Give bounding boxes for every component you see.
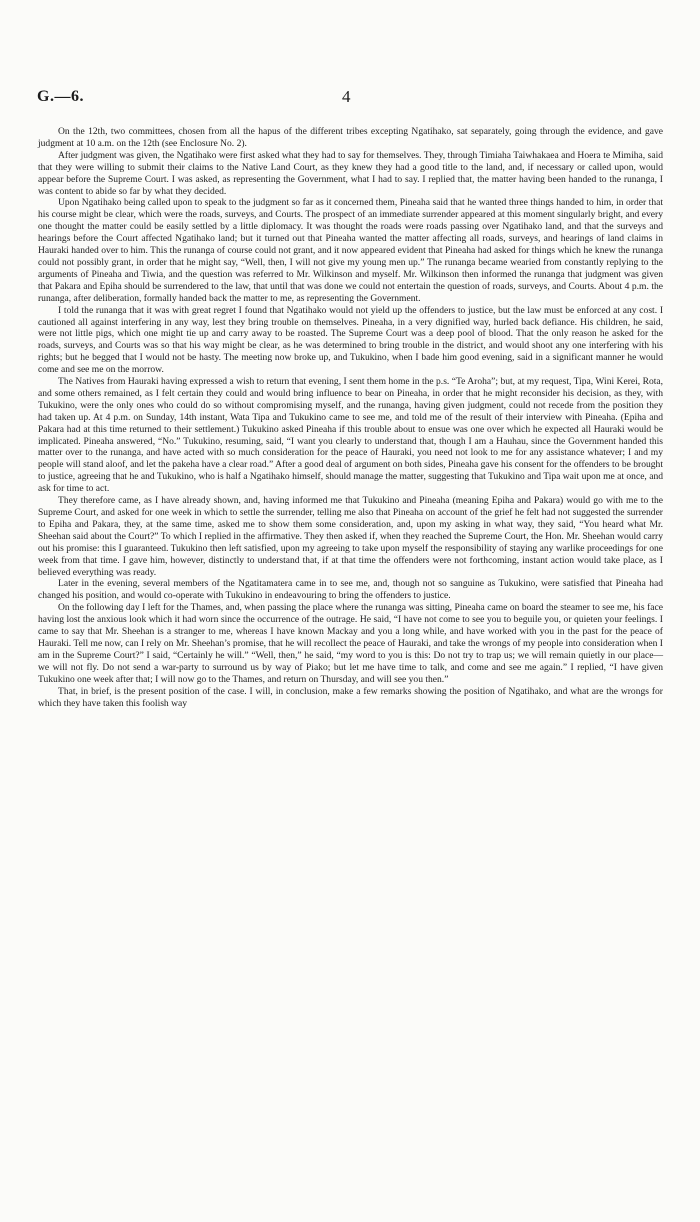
paragraph: They therefore came, as I have already shown, and, having informed me that Tukukino and Pineaha (meaning Epiha and Pakara) would go with me to the Supreme Court, and asked for one week in which to settle the surrender, telling me also that Pineaha on account of the grief he felt had not suggested the surrender to Epiha and Pakara, they, at the same time, asked me to show them some consideration, and, upon my asking in what way, they said, “You heard what Mr. Sheehan said about the Court?” To which I replied in the affirmative. They then asked if, when they reached the Supreme Court, the Hon. Mr. Sheehan would carry out his promise: this I guaranteed. Tukukino then left satisfied, upon my agreeing to take upon myself the responsibility of staying any warlike proceedings for one week from that time. I gave him, however, distinctly to understand that, if at that time the offenders were not forthcoming, instant action would take place, as I believed everything was ready. bbox=[38, 495, 663, 578]
page-header bbox=[37, 88, 663, 108]
paragraph: On the 12th, two committees, chosen from all the hapus of the different tribes excepting Ngatihako, sat separately, going through the evidence, and gave judgment at 10 a.m. on the 12th (see Enclosure No. 2). bbox=[38, 126, 663, 149]
page-number: 4 bbox=[342, 87, 351, 106]
paragraph: On the following day I left for the Thames, and, when passing the place where the runanga was sitting, Pineaha came on board the steamer to see me, his face having lost the anxious look which it had worn since the occurrence of the outrage. He said, “I have not come to see you to beguile you, or quieten your feelings. I came to say that Mr. Sheehan is a stranger to me, whereas I have known Mackay and you a long while, and have worked with you in the past for the peace of Hauraki. Tell me now, can I rely on Mr. Sheehan’s promise, that he will recollect the peace of Hauraki, and take the wrongs of my people into consideration when I am in the Supreme Court?” I said, “Certainly he will.” “Well, then,” he said, “my word to you is this: Do not try to trap us; we will remain quietly in our place—we will not fly. Do not send a war-party to surround us by way of Piako; but let me have time to talk, and come and see me again.” I replied, “I have given Tukukino one week after that; I will now go to the Thames, and return on Thursday, and will see you then.” bbox=[38, 602, 663, 685]
body-text bbox=[38, 126, 663, 709]
document-reference: G.—6. bbox=[37, 88, 84, 105]
paragraph: I told the runanga that it was with great regret I found that Ngatihako would not yield up the offenders to justice, but the law must be enforced at any cost. I cautioned all against interfering in any way, lest they bring trouble on themselves. Pineaha, in a very dignified way, hurled back defiance. His children, he said, were not little pigs, which one might tie up and carry away to be roasted. The Supreme Court was a deep pool of blood. That the only reason he asked for the roads, surveys, and Courts was so that his way might be clear, as he was determined to bring trouble in the district, and would shoot any one interfering with his rights; but he begged that I would not be hasty. The meeting now broke up, and Tukukino, when I bade him good evening, said in a significant manner he would come and see me on the morrow. bbox=[38, 304, 663, 376]
paragraph: After judgment was given, the Ngatihako were first asked what they had to say for themselves. They, through Timiaha Taiwhakaea and Hoera te Mimiha, said that they were willing to submit their claims to the Native Land Court, as they knew they had a good title to the land, and, if necessary or called upon, would appear before the Supreme Court. I was asked, as representing the Government, what I had to say. I replied that, the matter having been handed to the runanga, I was content to abide so far by what they decided. bbox=[38, 149, 663, 197]
paragraph: Upon Ngatihako being called upon to speak to the judgment so far as it concerned them, Pineaha said that he wanted three things handed to him, in order that his course might be clear, which were the roads, surveys, and Courts. The prospect of an immediate surrender appeared at this moment singularly bright, and every one thought the matter could be easily settled by a little diplomacy. It was thought the roads were roads passing over Ngatihako land, and that the surveys and hearings before the Court affected Ngatihako land; but it turned out that Pineaha wanted the matter affecting all roads, surveys, and hearings of land claims in Hauraki handed over to him. This the runanga of course could not grant, and it now appeared evident that Pineaha had asked for things which he knew the runanga could not possibly grant, in order that he might say, “Well, then, I will not give my young men up.” The runanga became wearied from constantly replying to the arguments of Pineaha and Tiwia, and the question was referred to Mr. Wilkinson and myself. Mr. Wilkinson then informed the runanga that judgment was given that Pakara and Epiha should be surrendered to the law, that until that was done we could not entertain the question of roads, surveys, and Courts. About 4 p.m. the runanga, after deliberation, formally handed back the matter to me, as representing the Government. bbox=[38, 197, 663, 304]
paragraph: Later in the evening, several members of the Ngatitamatera came in to see me, and, though not so sanguine as Tukukino, were satisfied that Pineaha had changed his position, and would co-operate with Tukukino in endeavouring to bring the offenders to justice. bbox=[38, 578, 663, 602]
paragraph: That, in brief, is the present position of the case. I will, in conclusion, make a few remarks showing the position of Ngatihako, and what are the wrongs for which they have taken this foolish way bbox=[38, 685, 663, 709]
paragraph: The Natives from Hauraki having expressed a wish to return that evening, I sent them home in the p.s. “Te Aroha”; but, at my request, Tipa, Wini Kerei, Rota, and some others remained, as I felt certain they could and would bring influence to bear on Pineaha, in order that he might reconsider his decision, as they, with Tukukino, were the only ones who could do so without compromising myself, and the runanga, having given judgment, could not recede from the position they had taken up. At 4 p.m. on Sunday, 14th instant, Wata Tipa and Tukukino came to see me, and told me of the result of their interview with Pineaha. (Epiha and Pakara had at this time returned to their settlement.) Tukukino asked Pineaha if this trouble about to ensue was one over which he expected all Hauraki would be implicated. Pineaha answered, “No.” Tukukino, resuming, said, “I want you clearly to understand that, though I am a Hauhau, since the Government handed this matter over to the runanga, and have acted with so much consideration for the peace of Hauraki, you need not look to me for any assistance whatever; I and my people will stand aloof, and let the pakeha have a clear road.” After a good deal of argument on both sides, Pineaha gave his consent for the offenders to be brought to justice, agreeing that he and Tukukino, who is half a Ngatihako himself, should manage the matter, suggesting that Tukukino and Tipa wait upon me at once, and ask for time to act. bbox=[38, 376, 663, 495]
